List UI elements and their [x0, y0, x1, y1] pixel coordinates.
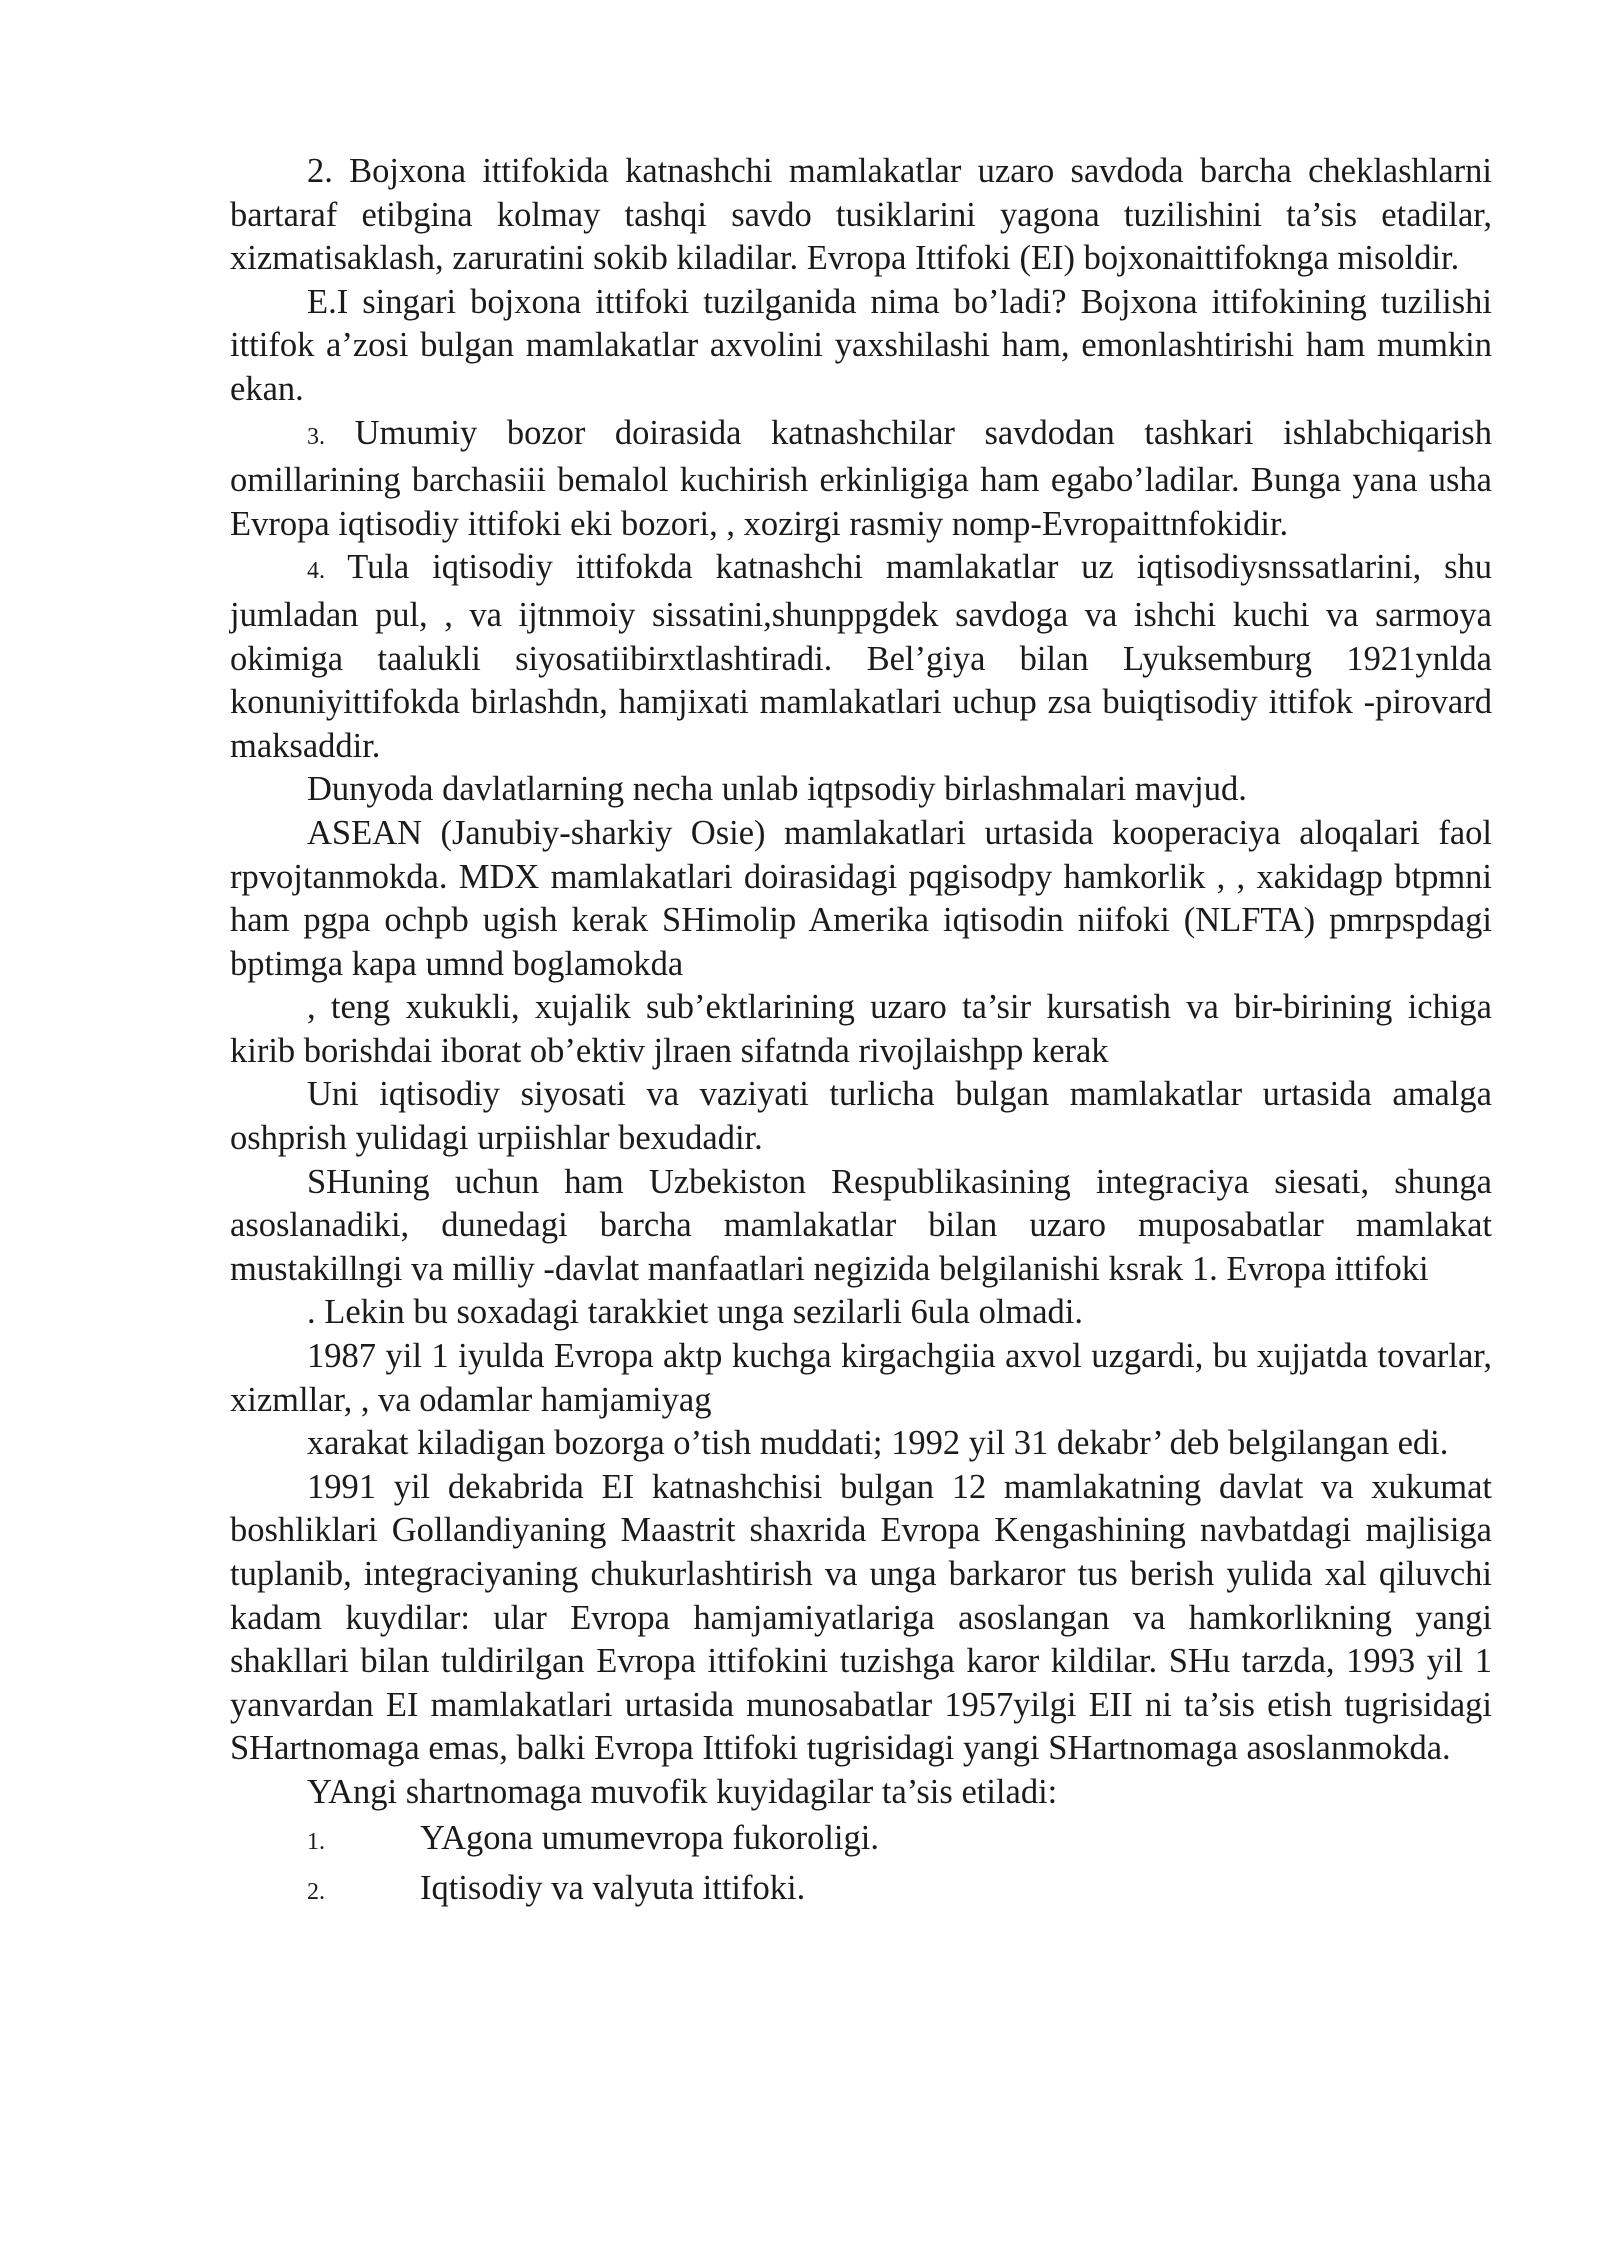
- paragraph: [230, 281, 1492, 412]
- paragraph-text: E.I singari bojxona ittifoki tuzilganida nima bo’ladi? Bojxona ittifokining tuzilishi ittifok a’zosi bulgan mamlakatlar axvolini yaxshilashi ham, emonlashtirishi ham mumkin ekan.: [230, 282, 1492, 408]
- list-item: [230, 1865, 1492, 1915]
- paragraph-text: , teng xukukli, xujalik sub’ektlarining uzaro ta’sir kursatish va bir-birining ichiga kirib borishdai iborat ob’ektiv jlraen sifatnda rivojlaishpp kerak: [230, 988, 1492, 1070]
- paragraph-text: 2. Bojxona ittifokida katnashchi mamlakatlar uzaro savdoda barcha cheklashlarni bartaraf etibgina kolmay tashqi savdo tusiklarini yagona tuzilishini ta’sis etadilar, xizmatisaklash, zaruratini sokib kiladilar. Evropa Ittifoki (EI) bojxonaittifoknga misoldir.: [230, 152, 1492, 278]
- paragraph-number: 4.: [307, 558, 325, 585]
- document-page: [230, 150, 1492, 1915]
- paragraph-text: Uni iqtisodiy siyosati va vaziyati turlicha bulgan mamlakatlar urtasida amalga oshprish yulidagi urpiishlar bexudadir.: [230, 1075, 1492, 1158]
- paragraph: [230, 812, 1492, 986]
- paragraph: [230, 412, 1492, 547]
- paragraph-text: SHuning uchun ham Uzbekiston Respublikasining integraciya siesati, shunga asoslanadiki, dunedagi barcha mamlakatlar bilan uzaro muposabatlar mamlakat mustakillngi va milliy -davlat manfaatlari negizida belgilanishi ksrak 1. Evropa ittifoki: [230, 1162, 1492, 1288]
- paragraph: [230, 1466, 1492, 1771]
- list-item-text: Iqtisodiy va valyuta ittifoki.: [420, 1868, 806, 1907]
- list-item-number: 1.: [307, 1828, 325, 1855]
- paragraph-text: Tula iqtisodiy ittifokda katnashchi mamlakatlar uz iqtisodiysnssatlarini, shu jumladan pul, , va ijtnmoiy sissatini,shunppgdek savdoga va ishchi kuchi va sarmoya okimiga taalukli siyosatiibirxtlashtiradi. Bel’giya bilan Lyuksemburg 1921ynlda konuniyittifokda birlashdn, hamjixati mamlakatlari uchup zsa buiqtisodiy ittifok -pirovard maksaddir.: [230, 548, 1492, 765]
- paragraph-text: ASEAN (Janubiy-sharkiy Osie) mamlakatlari urtasida kooperaciya aloqalari faol rpvojtanmokda. MDX mamlakatlari doirasidagi pqgisodpy hamkorlik , , xakidagp btpmni ham pgpa ochpb ugish kerak SHimolip Amerika iqtisodin niifoki (NLFTA) pmrpspdagi bptimga kapa umnd boglamokda: [230, 813, 1492, 983]
- paragraph: [230, 986, 1492, 1073]
- paragraph-text: 1987 yil 1 iyulda Evropa aktp kuchga kirgachgiia axvol uzgardi, bu xujjatda tovarlar, xizmllar, , va odamlar hamjamiyag: [230, 1337, 1492, 1419]
- paragraph-text: Umumiy bozor doirasida katnashchilar savdodan tashkari ishlabchiqarish omillarining barchasiii bemalol kuchirish erkinligiga ham egabo’ladilar. Bunga yana usha Evropa iqtisodiy ittifoki eki bozori, , xozirgi rasmiy nomp-Evropaittnfokidir.: [230, 413, 1492, 543]
- paragraph: [230, 1161, 1492, 1292]
- paragraph: [230, 150, 1492, 281]
- paragraph-number: 3.: [307, 423, 325, 450]
- list-item: [230, 1815, 1492, 1865]
- paragraph-text: YAngi shartnomaga muvofik kuyidagilar ta’sis etiladi:: [307, 1772, 1058, 1811]
- paragraph-text: Dunyoda davlatlarning necha unlab iqtpsodiy birlashmalari mavjud.: [307, 770, 1247, 809]
- paragraph-text: 1991 yil dekabrida EI katnashchisi bulgan 12 mamlakatning davlat va xukumat boshliklari Gollandiyaning Maastrit shaxrida Evropa Kengashining navbatdagi majlisiga tuplanib, integraciyaning chukurlashtirish va unga barkaror tus berish yulida xal qiluvchi kadam kuydilar: ular Evropa hamjamiyatlariga asoslangan va hamkorlikning yangi shakllari bilan tuldirilgan Evropa ittifokini tuzishga karor kildilar. SHu tarzda, 1993 yil 1 yanvardan EI mamlakatlari urtasida munosabatlar 1957yilgi EII ni ta’sis etish tugrisidagi SHartnomaga emas, balki Evropa Ittifoki tugrisidagi yangi SHartnomaga asoslanmokda.: [230, 1467, 1492, 1768]
- list-item-number: 2.: [307, 1878, 325, 1905]
- list-item-text: YAgona umumevropa fukoroligi.: [420, 1818, 879, 1857]
- paragraph: [230, 1073, 1492, 1160]
- paragraph: [230, 1422, 1492, 1466]
- paragraph-text: xarakat kiladigan bozorga o’tish muddati; 1992 yil 31 dekabr’ deb belgilangan edi.: [307, 1424, 1449, 1463]
- paragraph: [230, 768, 1492, 812]
- paragraph: [230, 1335, 1492, 1422]
- paragraph: [230, 1291, 1492, 1335]
- paragraph-text: . Lekin bu soxadagi tarakkiet unga sezilarli 6ula olmadi.: [307, 1293, 1084, 1332]
- paragraph: [230, 546, 1492, 768]
- paragraph: [230, 1771, 1492, 1815]
